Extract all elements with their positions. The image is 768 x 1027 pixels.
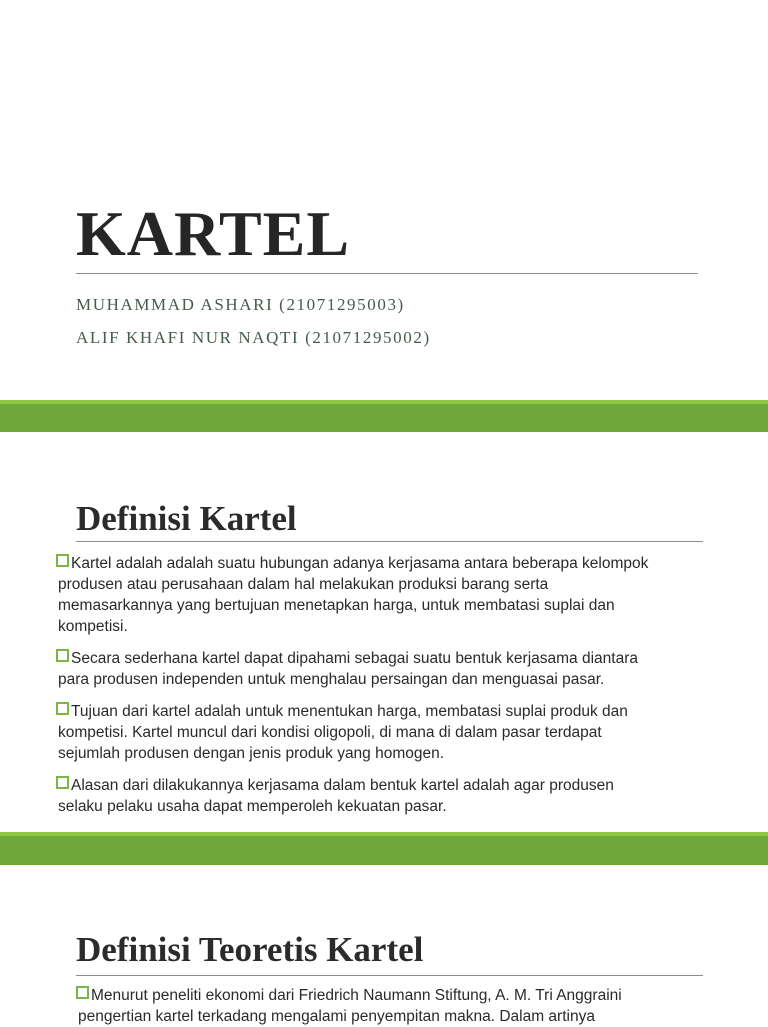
slide-heading: Definisi Teoretis Kartel <box>76 930 424 969</box>
list-item: Tujuan dari kartel adalah untuk menentukan harga, membatasi suplai produk dan kompetisi. Kartel muncul dari kondisi oligopoli, di mana di dalam pasar terdapat sejumlah produsen dengan jenis produk yang homogen. <box>58 703 628 762</box>
author-line: ALIF KHAFI NUR NAQTI (21071295002) <box>76 328 431 347</box>
author-line: MUHAMMAD ASHARI (21071295003) <box>76 295 405 314</box>
heading-divider <box>76 975 703 976</box>
checkbox-bullet-icon <box>56 702 69 715</box>
title-divider <box>76 273 698 274</box>
checkbox-bullet-icon <box>56 554 69 567</box>
list-item: Alasan dari dilakukannya kerjasama dalam bentuk kartel adalah agar produsen selaku pelaku usaha dapat memperoleh kekuatan pasar. <box>58 777 614 815</box>
list-item: Menurut peneliti ekonomi dari Friedrich Naumann Stiftung, A. M. Tri Anggraini pengertian kartel terkadang mengalami penyempitan makna. Dalam artinya <box>78 987 622 1025</box>
title-slide <box>0 0 768 400</box>
slide-separator <box>0 400 768 432</box>
theoretical-definition-slide <box>0 865 768 1024</box>
checkbox-bullet-icon <box>76 986 89 999</box>
presentation-title: KARTEL <box>76 198 351 269</box>
checkbox-bullet-icon <box>56 776 69 789</box>
definition-slide <box>0 432 768 832</box>
slide-separator <box>0 832 768 865</box>
heading-divider <box>76 541 703 542</box>
bullet-list <box>54 553 734 817</box>
list-item: Secara sederhana kartel dapat dipahami sebagai suatu bentuk kerjasama diantara para produsen independen untuk menghalau persaingan dan menguasai pasar. <box>58 650 638 688</box>
checkbox-bullet-icon <box>56 649 69 662</box>
slide-heading: Definisi Kartel <box>76 499 297 538</box>
bullet-list <box>74 985 754 1027</box>
list-item: Kartel adalah adalah suatu hubungan adanya kerjasama antara beberapa kelompok produsen atau perusahaan dalam hal melakukan produksi barang serta memasarkannya yang bertujuan menetapkan harga, untuk membatasi suplai dan kompetisi. <box>58 555 649 635</box>
